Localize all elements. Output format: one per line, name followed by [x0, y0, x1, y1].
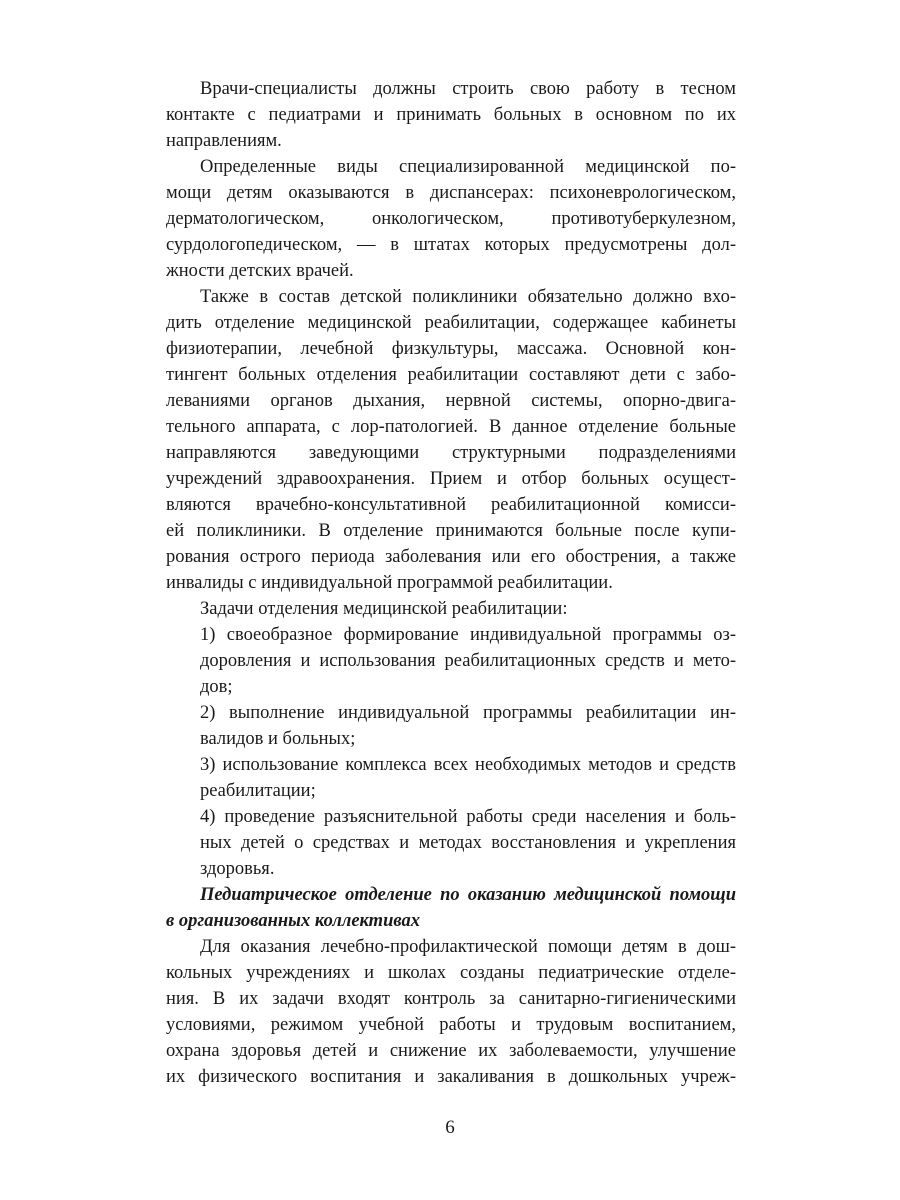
list-item-line: 4) проведение разъяснительной работы среди населения и боль- — [200, 807, 736, 827]
text-line: учреждений здравоохранения. Прием и отбор больных осущест- — [166, 469, 736, 489]
text-line: охрана здоровья детей и снижение их заболеваемости, улучшение — [166, 1041, 736, 1061]
text-line: рования острого периода заболевания или его обострения, а также — [166, 547, 736, 567]
text-line: дерматологическом, онкологическом, противотуберкулезном, — [166, 209, 736, 229]
text-line: ния. В их задачи входят контроль за санитарно-гигиеническими — [166, 989, 736, 1009]
section-heading: в организованных коллективах — [166, 911, 421, 931]
text-line: инвалиды с индивидуальной программой реабилитации. — [166, 573, 613, 593]
text-line: Определенные виды специализированной медицинской по- — [200, 157, 736, 177]
list-item-line: дов; — [200, 677, 233, 697]
text-line: направлениям. — [166, 131, 282, 151]
text-line: контакте с педиатрами и принимать больных в основном по их — [166, 105, 736, 125]
list-item-line: здоровья. — [200, 859, 275, 879]
list-item-line: ных детей о средствах и методах восстановления и укрепления — [200, 833, 736, 853]
text-line: их физического воспитания и закаливания в дошкольных учреж- — [166, 1067, 736, 1087]
text-line: жности детских врачей. — [166, 261, 354, 281]
text-line: условиями, режимом учебной работы и трудовым воспитанием, — [166, 1015, 736, 1035]
list-item-line: реабилитации; — [200, 781, 316, 801]
page-number: 6 — [445, 1117, 455, 1138]
text-line: Задачи отделения медицинской реабилитации: — [200, 599, 568, 619]
page-text — [166, 76, 736, 1136]
list-item-line: 2) выполнение индивидуальной программы реабилитации ин- — [200, 703, 736, 723]
text-line: дить отделение медицинской реабилитации, содержащее кабинеты — [166, 313, 736, 333]
text-line: мощи детям оказываются в диспансерах: психоневрологическом, — [166, 183, 736, 203]
text-line: Также в состав детской поликлиники обязательно должно вхо- — [200, 287, 736, 307]
list-item-line: 3) использование комплекса всех необходимых методов и средств — [200, 755, 736, 775]
text-line: ей поликлиники. В отделение принимаются больные после купи- — [166, 521, 736, 541]
text-line: Врачи-специалисты должны строить свою работу в тесном — [200, 79, 736, 99]
text-line: направляются заведующими структурными подразделениями — [166, 443, 736, 463]
text-line: физиотерапии, лечебной физкультуры, массажа. Основной кон- — [166, 339, 736, 359]
text-line: тингент больных отделения реабилитации составляют дети с забо- — [166, 365, 736, 385]
list-item-line: доровления и использования реабилитационных средств и мето- — [200, 651, 736, 671]
text-line: тельного аппарата, с лор-патологией. В данное отделение больные — [166, 417, 736, 437]
text-line: кольных учреждениях и школах созданы педиатрические отделе- — [166, 963, 736, 983]
list-item-line: валидов и больных; — [200, 729, 356, 749]
text-line: Для оказания лечебно-профилактической помощи детям в дош- — [200, 937, 736, 957]
text-line: сурдологопедическом, — в штатах которых предусмотрены дол- — [166, 235, 736, 255]
text-line: вляются врачебно-консультативной реабилитационной комисси- — [166, 495, 736, 515]
text-line: леваниями органов дыхания, нервной системы, опорно-двига- — [166, 391, 736, 411]
section-heading: Педиатрическое отделение по оказанию медицинской помощи — [200, 885, 736, 905]
list-item-line: 1) своеобразное формирование индивидуальной программы оз- — [200, 625, 736, 645]
